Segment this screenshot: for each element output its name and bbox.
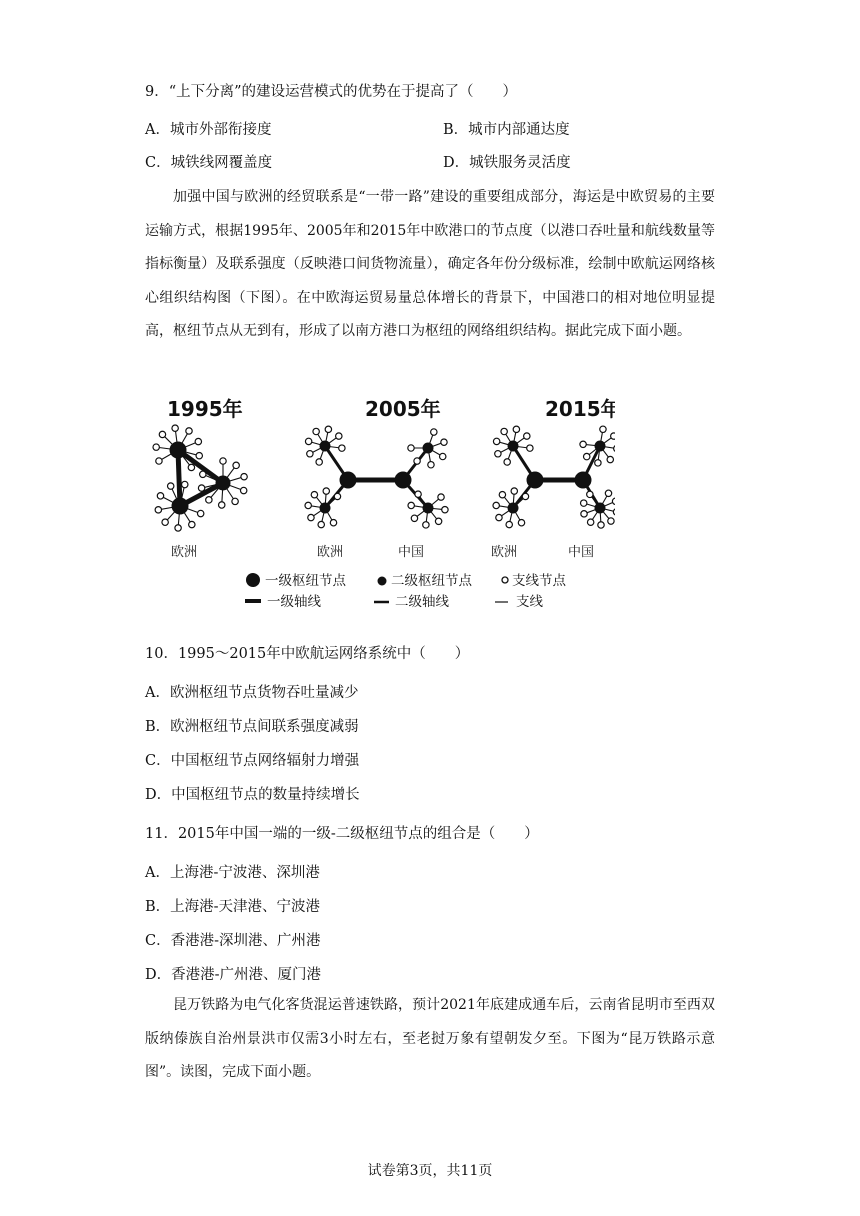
primary-node (172, 498, 188, 514)
primary-node (395, 472, 411, 488)
branch-node (598, 522, 604, 528)
branch-node (305, 438, 311, 444)
branch-node (442, 506, 448, 512)
legend-primary-axis: 一级轴线 (267, 594, 321, 610)
question-9-option-d: D．城铁服务灵活度 (443, 155, 571, 171)
branch-node (423, 522, 429, 528)
year-label-2015: 2015年 (545, 397, 615, 421)
branch-node (336, 433, 342, 439)
branch-node (189, 521, 195, 527)
branch-node (323, 488, 329, 494)
branch-node (613, 509, 615, 515)
branch-node (188, 464, 194, 470)
branch-node (522, 493, 528, 499)
branch-node (155, 507, 161, 513)
question-11-option-d: D．香港港-广州港、厦门港 (145, 967, 322, 983)
branch-node (527, 445, 533, 451)
branch-node (431, 429, 437, 435)
question-10-option-c: C．中国枢纽节点网络辐射力增强 (145, 753, 360, 769)
branch-node (581, 511, 587, 517)
primary-node (216, 476, 230, 490)
branch-node (608, 518, 614, 524)
legend-primary-node-icon (246, 573, 260, 587)
branch-node (496, 514, 502, 520)
branch-node (501, 428, 507, 434)
branch-node (408, 445, 414, 451)
primary-node (340, 472, 356, 488)
branch-node (495, 451, 501, 457)
branch-node (156, 458, 162, 464)
branch-node (581, 500, 587, 506)
branch-node (307, 451, 313, 457)
branch-node (499, 492, 505, 498)
network-diagram (145, 388, 615, 620)
secondary-node (320, 441, 330, 451)
question-9-option-b: B．城市内部通达度 (443, 122, 570, 138)
branch-node (240, 487, 246, 493)
branch-node (587, 519, 593, 525)
question-11-option-a: A．上海港-宁波港、深圳港 (145, 865, 320, 881)
branch-node (311, 492, 317, 498)
region-label-china-2005: 中国 (398, 545, 425, 560)
branch-node (506, 521, 512, 527)
branch-node (330, 520, 336, 526)
branch-node (611, 433, 615, 439)
year-label-1995: 1995年 (167, 397, 243, 421)
branch-node (612, 498, 615, 504)
branch-node (513, 426, 519, 432)
branch-node (197, 510, 203, 516)
branch-node (493, 502, 499, 508)
branch-node (219, 502, 225, 508)
region-label-china-2015: 中国 (568, 545, 595, 560)
passage-kunming-vientiane-railway (145, 989, 715, 1090)
question-9-option-a: A．城市外部衔接度 (145, 122, 272, 138)
branch-node (318, 521, 324, 527)
branch-node (415, 491, 421, 497)
branch-node (313, 428, 319, 434)
question-11-stem: 11．2015年中国一端的一级-二级枢纽节点的组合是（ ） (145, 826, 539, 842)
branch-node (580, 441, 586, 447)
branch-node (198, 485, 204, 491)
branch-node (157, 493, 163, 499)
branch-node (493, 438, 499, 444)
branch-node (511, 488, 517, 494)
branch-node (339, 445, 345, 451)
passage-shipping-network (145, 181, 715, 349)
branch-node (305, 502, 311, 508)
branch-node (587, 491, 593, 497)
branch-node (504, 459, 510, 465)
branch-node (435, 518, 441, 524)
branch-node (196, 452, 202, 458)
branch-node (438, 494, 444, 500)
secondary-node (423, 503, 433, 513)
secondary-node (595, 441, 605, 451)
branch-node (241, 473, 247, 479)
question-10-option-b: B．欧洲枢纽节点间联系强度减弱 (145, 719, 359, 735)
branch-node (200, 471, 206, 477)
legend-branch-line: 支线 (516, 594, 543, 610)
branch-node (518, 520, 524, 526)
question-11-option-b: B．上海港-天津港、宁波港 (145, 899, 321, 915)
branch-node (168, 483, 174, 489)
passage-paragraph: 加强中国与欧洲的经贸联系是“一带一路”建设的重要组成部分，海运是中欧贸易的主要运输方式，根据1995年、2005年和2015年中欧港口的节点度（以港口吞吐量和航线数量等指标衡量）及联系强度（反映港口间货物流量），确定各年份分级标准，绘制中欧航运网络核心组织结构图（下图）。在中欧海运贸易量总体增长的背景下，中国港口的相对地位明显提高，枢纽节点从无到有，形成了以南方港口为枢纽的网络组织结构。据此完成下面小题。 (145, 189, 715, 339)
year-label-2005: 2005年 (365, 397, 441, 421)
question-10-stem: 10．1995～2015年中欧航运网络系统中（ ） (145, 646, 470, 662)
question-10-option-a: A．欧洲枢纽节点货物吞吐量减少 (145, 685, 359, 701)
branch-node (325, 426, 331, 432)
question-10-option-d: D．中国枢纽节点的数量持续增长 (145, 787, 360, 803)
branch-node (428, 462, 434, 468)
branch-node (172, 425, 178, 431)
branch-node (162, 519, 168, 525)
passage-paragraph: 昆万铁路为电气化客货混运普速铁路，预计2021年底建成通车后，云南省昆明市至西双版纳傣族自治州景洪市仅需3小时左右，至老挝万象有望朝发夕至。下图为“昆万铁路示意图”。读图，完成下面小题。 (145, 997, 715, 1080)
branch-node (316, 459, 322, 465)
legend-branch-node: 支线节点 (512, 573, 566, 589)
region-label-europe-2015: 欧洲 (491, 545, 518, 560)
branch-node (605, 490, 611, 496)
primary-node (527, 472, 543, 488)
branch-node (411, 515, 417, 521)
legend-secondary-node-icon (378, 577, 387, 586)
branch-node (414, 458, 420, 464)
branch-node (595, 460, 601, 466)
branch-node (186, 428, 192, 434)
page-footer: 试卷第3页，共11页 (367, 1163, 493, 1179)
shipping-network-figure (145, 388, 615, 620)
branch-node (153, 444, 159, 450)
question-9-stem: 9．“上下分离”的建设运营模式的优势在于提高了（ ） (145, 84, 518, 100)
branch-node (220, 458, 226, 464)
legend-secondary-node: 二级枢纽节点 (391, 573, 472, 589)
branch-node (334, 493, 340, 499)
secondary-node (508, 503, 518, 513)
question-9-option-c: C．城铁线网覆盖度 (145, 155, 273, 171)
branch-node (607, 456, 613, 462)
secondary-node (320, 503, 330, 513)
branch-node (614, 445, 615, 451)
branch-node (524, 433, 530, 439)
region-label-europe-2005: 欧洲 (317, 545, 344, 560)
branch-node (159, 431, 165, 437)
branch-node (440, 453, 446, 459)
branch-node (441, 439, 447, 445)
region-label-europe-1995: 欧洲 (171, 545, 198, 560)
branch-node (233, 462, 239, 468)
branch-node (408, 502, 414, 508)
branch-node (206, 497, 212, 503)
branch-node (584, 453, 590, 459)
primary-node (170, 442, 186, 458)
legend-primary-node: 一级枢纽节点 (265, 573, 346, 589)
secondary-node (508, 441, 518, 451)
branch-node (195, 438, 201, 444)
legend-branch-node-icon (502, 577, 508, 583)
question-11-option-c: C．香港港-深圳港、广州港 (145, 933, 321, 949)
secondary-node (423, 443, 433, 453)
legend-secondary-axis: 二级轴线 (395, 594, 449, 610)
secondary-node (595, 503, 605, 513)
branch-node (600, 426, 606, 432)
branch-node (308, 514, 314, 520)
branch-node (175, 525, 181, 531)
branch-node (232, 498, 238, 504)
primary-node (575, 472, 591, 488)
branch-node (182, 481, 188, 487)
